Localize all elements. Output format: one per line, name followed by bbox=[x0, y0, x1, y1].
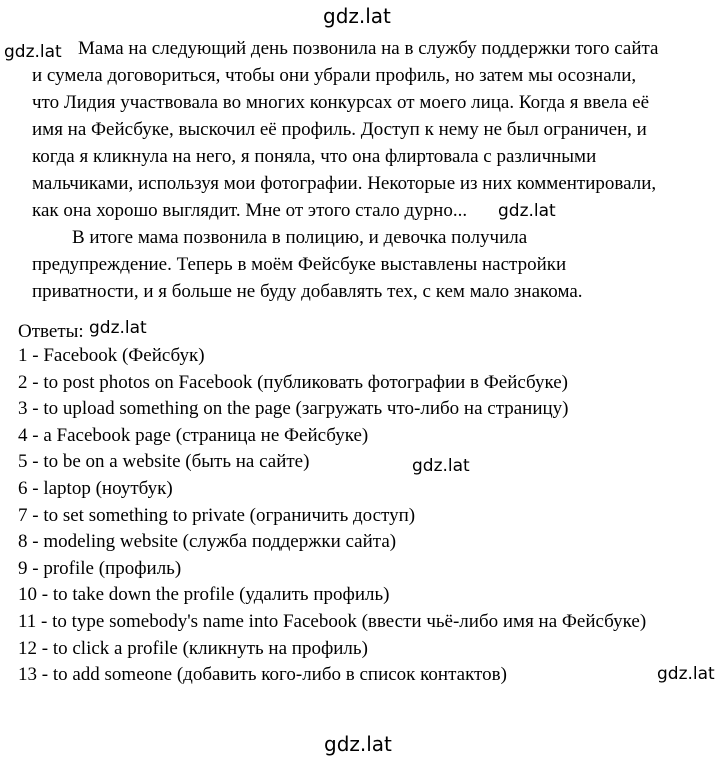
paragraph-2 bbox=[18, 224, 708, 305]
list-item: 12 - to click a profile (кликнуть на профиль) bbox=[18, 637, 368, 659]
list-item: 11 - to type somebody's name into Facebook (ввести чьё-либо имя на Фейсбуке) bbox=[18, 610, 647, 632]
watermark-middle: gdz.lat bbox=[412, 456, 470, 476]
list-item: 6 - laptop (ноутбук) bbox=[18, 477, 173, 499]
text-line: имя на Фейсбуке, выскочил её профиль. Доступ к нему не был ограничен, и bbox=[32, 119, 647, 140]
list-item: 1 - Facebook (Фейсбук) bbox=[18, 345, 205, 366]
watermark-answers: gdz.lat bbox=[89, 318, 147, 338]
list-item: 2 - to post photos on Facebook (публиковать фотографии в Фейсбуке) bbox=[18, 371, 568, 393]
text-line: и сумела договориться, чтобы они убрали профиль, но затем мы осознали, bbox=[32, 65, 637, 86]
text-line: мальчиками, используя мои фотографии. Некоторые из них комментировали, bbox=[32, 173, 657, 194]
list-item: 10 - to take down the profile (удалить профиль) bbox=[18, 584, 390, 606]
list-item: 5 - to be on a website (быть на сайте) bbox=[18, 451, 310, 473]
text-line: В итоге мама позвонила в полицию, и девочка получила bbox=[72, 227, 528, 248]
text-line: предупреждение. Теперь в моём Фейсбуке выставлены настройки bbox=[32, 254, 567, 275]
list-item: 8 - modeling website (служба поддержки сайта) bbox=[18, 531, 397, 553]
answers-title: Ответы: bbox=[18, 321, 84, 342]
list-item: 13 - to add someone (добавить кого-либо в список контактов) bbox=[18, 664, 507, 686]
watermark-left: gdz.lat bbox=[4, 42, 62, 62]
watermark-bottom: gdz.lat bbox=[324, 732, 392, 756]
list-item: 7 - to set something to private (ограничить доступ) bbox=[18, 504, 416, 526]
text-line: как она хорошо выглядит. Мне от этого стало дурно... bbox=[32, 200, 468, 221]
list-item: 3 - to upload something on the page (загружать что-либо на страницу) bbox=[18, 398, 569, 420]
list-item: 4 - a Facebook page (страница не Фейсбуке) bbox=[18, 424, 369, 446]
text-line: когда я кликнула на него, я поняла, что она флиртовала с различными bbox=[32, 146, 597, 167]
watermark-right: gdz.lat bbox=[657, 664, 715, 684]
text-line: приватности, и я больше не буду добавлять тех, с кем мало знакома. bbox=[32, 281, 583, 302]
text-line: что Лидия участвовала во многих конкурсах от моего лица. Когда я ввела её bbox=[32, 92, 650, 113]
watermark-mid-right: gdz.lat bbox=[498, 201, 556, 221]
list-item: 9 - profile (профиль) bbox=[18, 557, 182, 579]
watermark-top: gdz.lat bbox=[323, 4, 391, 28]
answers-list bbox=[18, 343, 646, 689]
text-line: Мама на следующий день позвонила на в службу поддержки того сайта bbox=[78, 38, 659, 59]
paragraph-1 bbox=[18, 35, 708, 224]
